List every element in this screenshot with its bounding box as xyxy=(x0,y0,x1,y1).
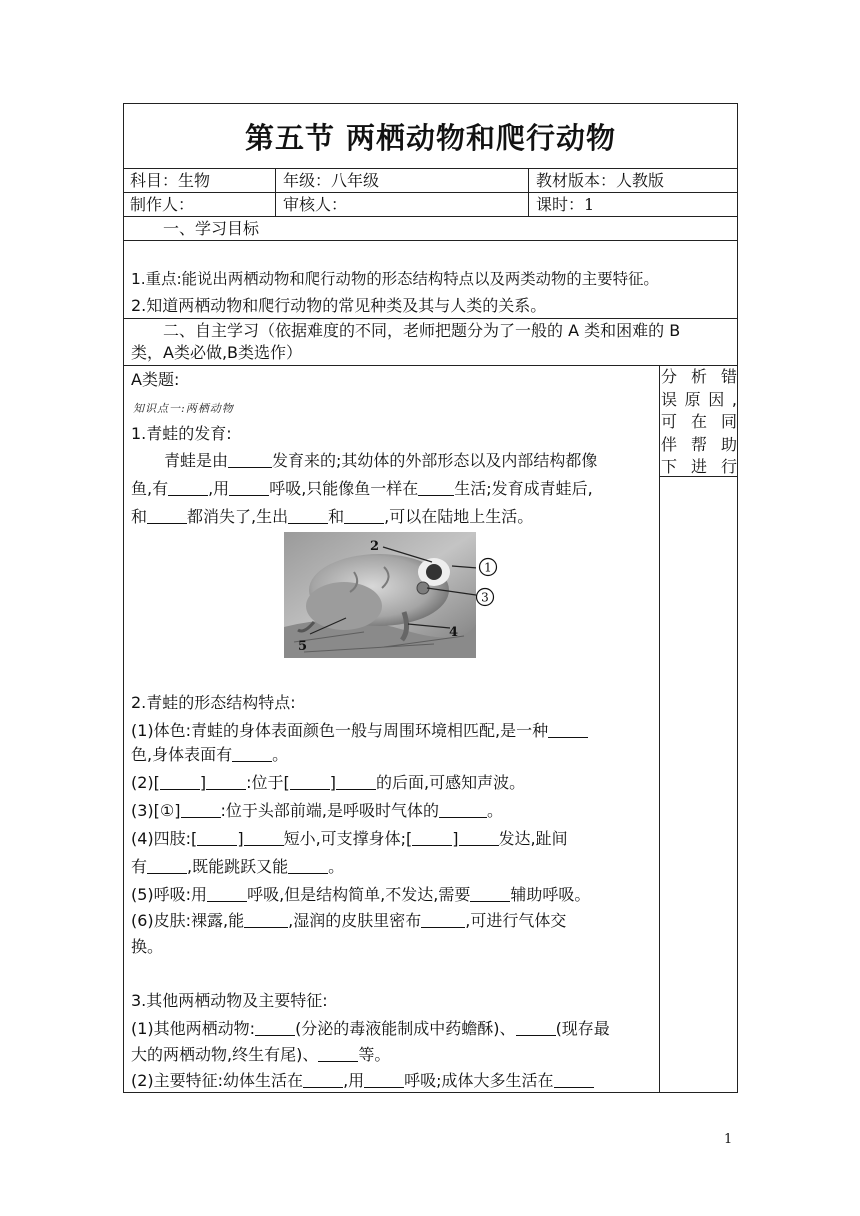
text: 有 xyxy=(131,857,148,876)
a-category-label: A类题: xyxy=(131,370,180,389)
frog-label-1: 1 xyxy=(484,560,492,575)
text: (3)[①] xyxy=(131,801,181,820)
text: (6)皮肤:裸露,能 xyxy=(131,911,245,930)
text: ,可以在陆地上生活。 xyxy=(384,507,534,526)
text: ,可进行气体交 xyxy=(465,911,567,930)
answer-blank[interactable] xyxy=(548,723,588,738)
answer-blank[interactable] xyxy=(470,887,510,902)
q2-title: 2.青蛙的形态结构特点: xyxy=(131,693,296,712)
frog-photo xyxy=(284,532,476,658)
q2-item6-cont: 换。 xyxy=(131,937,164,956)
rule-title xyxy=(123,168,738,169)
text: ] xyxy=(237,829,244,848)
circled-labels xyxy=(476,556,500,610)
rule-info1 xyxy=(123,192,738,193)
side-note-line: 可在同 xyxy=(661,412,737,431)
side-note-line: 误原因, xyxy=(661,389,737,409)
answer-blank[interactable] xyxy=(168,481,208,496)
answer-blank[interactable] xyxy=(181,803,221,818)
answer-blank[interactable] xyxy=(418,481,454,496)
text: 。 xyxy=(486,801,503,820)
col-divider-2 xyxy=(528,168,529,216)
side-note xyxy=(661,366,737,479)
text: (现存最 xyxy=(555,1019,610,1038)
q2-item1 xyxy=(131,720,588,742)
answer-blank[interactable] xyxy=(344,509,384,524)
text: ] xyxy=(452,829,459,848)
answer-blank[interactable] xyxy=(160,775,200,790)
section2-heading-line2: 类，A类必做,B类选作） xyxy=(131,343,303,362)
text: :位于头部前端,是呼吸时气体的 xyxy=(220,801,439,820)
text: 呼吸,只能像鱼一样在 xyxy=(269,479,419,498)
text: 等。 xyxy=(358,1045,391,1064)
rule-heading1 xyxy=(123,240,738,241)
frog-label-2: 2 xyxy=(370,539,380,554)
side-note-line: 下进行 xyxy=(661,457,737,476)
side-note-line: 伴帮助 xyxy=(661,434,737,454)
answer-blank[interactable] xyxy=(207,887,247,902)
text: 呼吸,但是结构简单,不发达,需要 xyxy=(247,885,471,904)
text: ,用 xyxy=(208,479,230,498)
text: (2)[ xyxy=(131,773,160,792)
text: :位于[ xyxy=(246,773,290,792)
q1-line2 xyxy=(131,478,593,500)
text: 大的两栖动物,终生有尾)、 xyxy=(131,1045,319,1064)
text: 都消失了,生出 xyxy=(187,507,289,526)
section1-heading: 一、学习目标 xyxy=(163,219,260,238)
goal-2: 2.知道两栖动物和爬行动物的常见种类及其与人类的关系。 xyxy=(131,296,547,315)
q2-item2 xyxy=(131,772,525,794)
frog-hind-leg xyxy=(306,582,382,630)
page-number: 1 xyxy=(724,1132,733,1147)
q3-item2 xyxy=(131,1070,594,1092)
rule-info2 xyxy=(123,216,738,217)
text: 的后面,可感知声波。 xyxy=(376,773,526,792)
answer-blank[interactable] xyxy=(318,1047,358,1062)
q1-line1 xyxy=(164,450,597,472)
q2-item3 xyxy=(131,800,503,822)
subject-cell: 科目：生物 xyxy=(130,171,211,190)
goal-1: 1.重点:能说出两栖动物和爬行动物的形态结构特点以及两类动物的主要特征。 xyxy=(131,270,659,288)
frog-label-4: 4 xyxy=(449,625,459,640)
grade-cell: 年级：八年级 xyxy=(283,171,380,190)
answer-blank[interactable] xyxy=(303,1073,343,1088)
q3-item1 xyxy=(131,1018,610,1040)
q2-item4-cont xyxy=(131,856,344,878)
text: 生活;发育成青蛙后, xyxy=(454,479,593,498)
answer-blank[interactable] xyxy=(229,481,269,496)
rule-goals xyxy=(123,318,738,319)
answer-blank[interactable] xyxy=(516,1021,556,1036)
text: (5)呼吸:用 xyxy=(131,885,208,904)
col-divider-1 xyxy=(275,168,276,216)
answer-blank[interactable] xyxy=(439,803,487,818)
q1-title: 1.青蛙的发育: xyxy=(131,424,232,443)
answer-blank[interactable] xyxy=(206,775,246,790)
text: 。 xyxy=(328,857,345,876)
answer-blank[interactable] xyxy=(421,913,465,928)
text: (1)其他两栖动物: xyxy=(131,1019,256,1038)
frog-label-3: 3 xyxy=(481,590,489,605)
answer-blank[interactable] xyxy=(412,831,452,846)
text: (分泌的毒液能制成中药蟾酥)、 xyxy=(295,1019,516,1038)
answer-blank[interactable] xyxy=(288,509,328,524)
text: ,用 xyxy=(343,1071,365,1090)
q1-line3 xyxy=(131,506,533,528)
rule-section2 xyxy=(123,365,738,366)
edition-cell: 教材版本：人教版 xyxy=(536,171,665,190)
reviewer-cell: 审核人： xyxy=(283,195,348,214)
text: ,既能跳跃又能 xyxy=(187,857,289,876)
text: 色,身体表面有 xyxy=(131,745,233,764)
answer-blank[interactable] xyxy=(336,775,376,790)
q2-item4 xyxy=(131,828,568,850)
text: 青蛙是由 xyxy=(164,451,229,470)
text: 。 xyxy=(272,745,289,764)
page-title: 第五节 两栖动物和爬行动物 xyxy=(244,120,617,155)
answer-blank[interactable] xyxy=(554,1073,594,1088)
answer-blank[interactable] xyxy=(197,831,237,846)
text: ] xyxy=(199,773,207,792)
text: 发达,趾间 xyxy=(498,829,568,848)
frog-label-5: 5 xyxy=(298,639,308,654)
q3-item1-cont xyxy=(131,1044,390,1066)
answer-blank[interactable] xyxy=(147,509,187,524)
text: ,湿润的皮肤里密布 xyxy=(288,911,422,930)
knowledge-point-handwritten: 知识点一:两栖动物 xyxy=(133,402,234,415)
text: (1)体色:青蛙的身体表面颜色一般与周围环境相匹配,是一种 xyxy=(131,721,549,740)
text: 辅助呼吸。 xyxy=(510,885,591,904)
col-divider-side xyxy=(659,365,660,1093)
text: (4)四肢:[ xyxy=(131,829,198,848)
answer-blank[interactable] xyxy=(290,775,330,790)
answer-blank[interactable] xyxy=(364,1073,404,1088)
q3-title: 3.其他两栖动物及主要特征: xyxy=(131,991,328,1010)
text: (2)主要特征:幼体生活在 xyxy=(131,1071,304,1090)
author-cell: 制作人： xyxy=(130,195,195,214)
text: 鱼,有 xyxy=(131,479,169,498)
text: 和 xyxy=(328,507,345,526)
answer-blank[interactable] xyxy=(228,453,272,468)
answer-blank[interactable] xyxy=(147,859,187,874)
period-cell: 课时：1 xyxy=(536,195,595,214)
text: ] xyxy=(329,773,337,792)
section2-heading-line1: 二、自主学习（依据难度的不同，老师把题分为了一般的 A 类和困难的 B xyxy=(163,321,681,340)
answer-blank[interactable] xyxy=(244,831,284,846)
text: 短小,可支撑身体;[ xyxy=(283,829,413,848)
answer-blank[interactable] xyxy=(232,747,272,762)
q2-item1-cont xyxy=(131,744,288,766)
text: 发育来的;其幼体的外部形态以及内部结构都像 xyxy=(272,451,598,470)
q2-item5 xyxy=(131,884,590,906)
answer-blank[interactable] xyxy=(244,913,288,928)
answer-blank[interactable] xyxy=(288,859,328,874)
text: 和 xyxy=(131,507,148,526)
q2-item6 xyxy=(131,910,566,932)
side-note-line: 分析错 xyxy=(661,367,737,386)
answer-blank[interactable] xyxy=(255,1021,295,1036)
answer-blank[interactable] xyxy=(459,831,499,846)
text: 呼吸;成体大多生活在 xyxy=(404,1071,554,1090)
